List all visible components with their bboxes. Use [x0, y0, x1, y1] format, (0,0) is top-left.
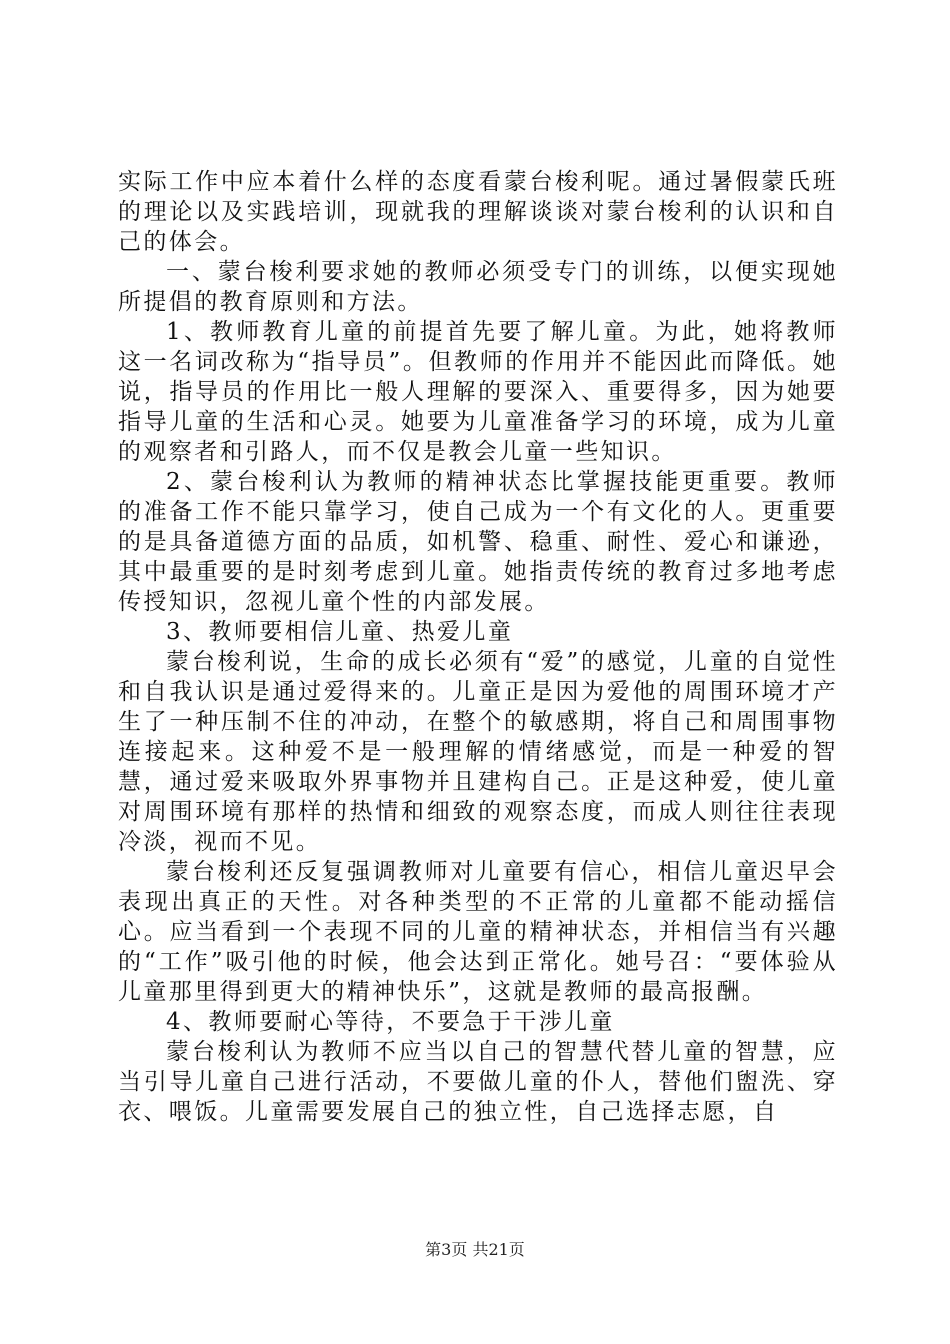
- heading-point-3: 3、教师要相信儿童、热爱儿童: [166, 619, 514, 645]
- paragraph-section-one: 一、蒙台梭利要求她的教师必须受专门的训练，以便实现她所提倡的教育原则和方法。: [118, 259, 838, 315]
- paragraph-intro: 实际工作中应本着什么样的态度看蒙台梭利呢。通过暑假蒙氏班的理论以及实践培训，现就我的理解谈谈对蒙台梭利的认识和自己的体会。: [118, 169, 838, 255]
- paragraph-patience: 蒙台梭利认为教师不应当以自己的智慧代替儿童的智慧，应当引导儿童自己进行活动，不要做儿童的仆人，替他们盥洗、穿衣、喂饭。儿童需要发展自己的独立性，自己选择志愿，自: [118, 1039, 838, 1125]
- page-number-footer: 第3页 共21页: [425, 1240, 525, 1259]
- paragraph-point-2: 2、蒙台梭利认为教师的精神状态比掌握技能更重要。教师的准备工作不能只靠学习，使自己成为一个有文化的人。更重要的是具备道德方面的品质，如机警、稳重、耐性、爱心和谦逊，其中最重要的是时刻考虑到儿童。她指责传统的教育过多地考虑传授知识，忽视儿童个性的内部发展。: [118, 469, 838, 615]
- heading-point-4: 4、教师要耐心等待，不要急于干涉儿童: [166, 1009, 615, 1035]
- paragraph-love: 蒙台梭利说，生命的成长必须有“爱”的感觉，儿童的自觉性和自我认识是通过爱得来的。儿童正是因为爱他的周围环境才产生了一种压制不住的冲动，在整个的敏感期，将自己和周围事物连接起来。这种爱不是一般理解的情绪感觉，而是一种爱的智慧，通过爱来吸取外界事物并且建构自己。正是这种爱，使儿童对周围环境有那样的热情和细致的观察态度，而成人则往往表现冷淡，视而不见。: [118, 649, 838, 855]
- paragraph-confidence: 蒙台梭利还反复强调教师对儿童要有信心，相信儿童迟早会表现出真正的天性。对各种类型的不正常的儿童都不能动摇信心。应当看到一个表现不同的儿童的精神状态，并相信当有兴趣的“工作”吸引他的时候，他会达到正常化。她号召：“要体验从儿童那里得到更大的精神快乐”，这就是教师的最高报酬。: [118, 859, 838, 1005]
- document-body: [118, 167, 838, 1127]
- paragraph-point-1: 1、教师教育儿童的前提首先要了解儿童。为此，她将教师这一名词改称为“指导员”。但教师的作用并不能因此而降低。她说，指导员的作用比一般人理解的要深入、重要得多，因为她要指导儿童的生活和心灵。她要为儿童准备学习的环境，成为儿童的观察者和引路人，而不仅是教会儿童一些知识。: [118, 319, 838, 465]
